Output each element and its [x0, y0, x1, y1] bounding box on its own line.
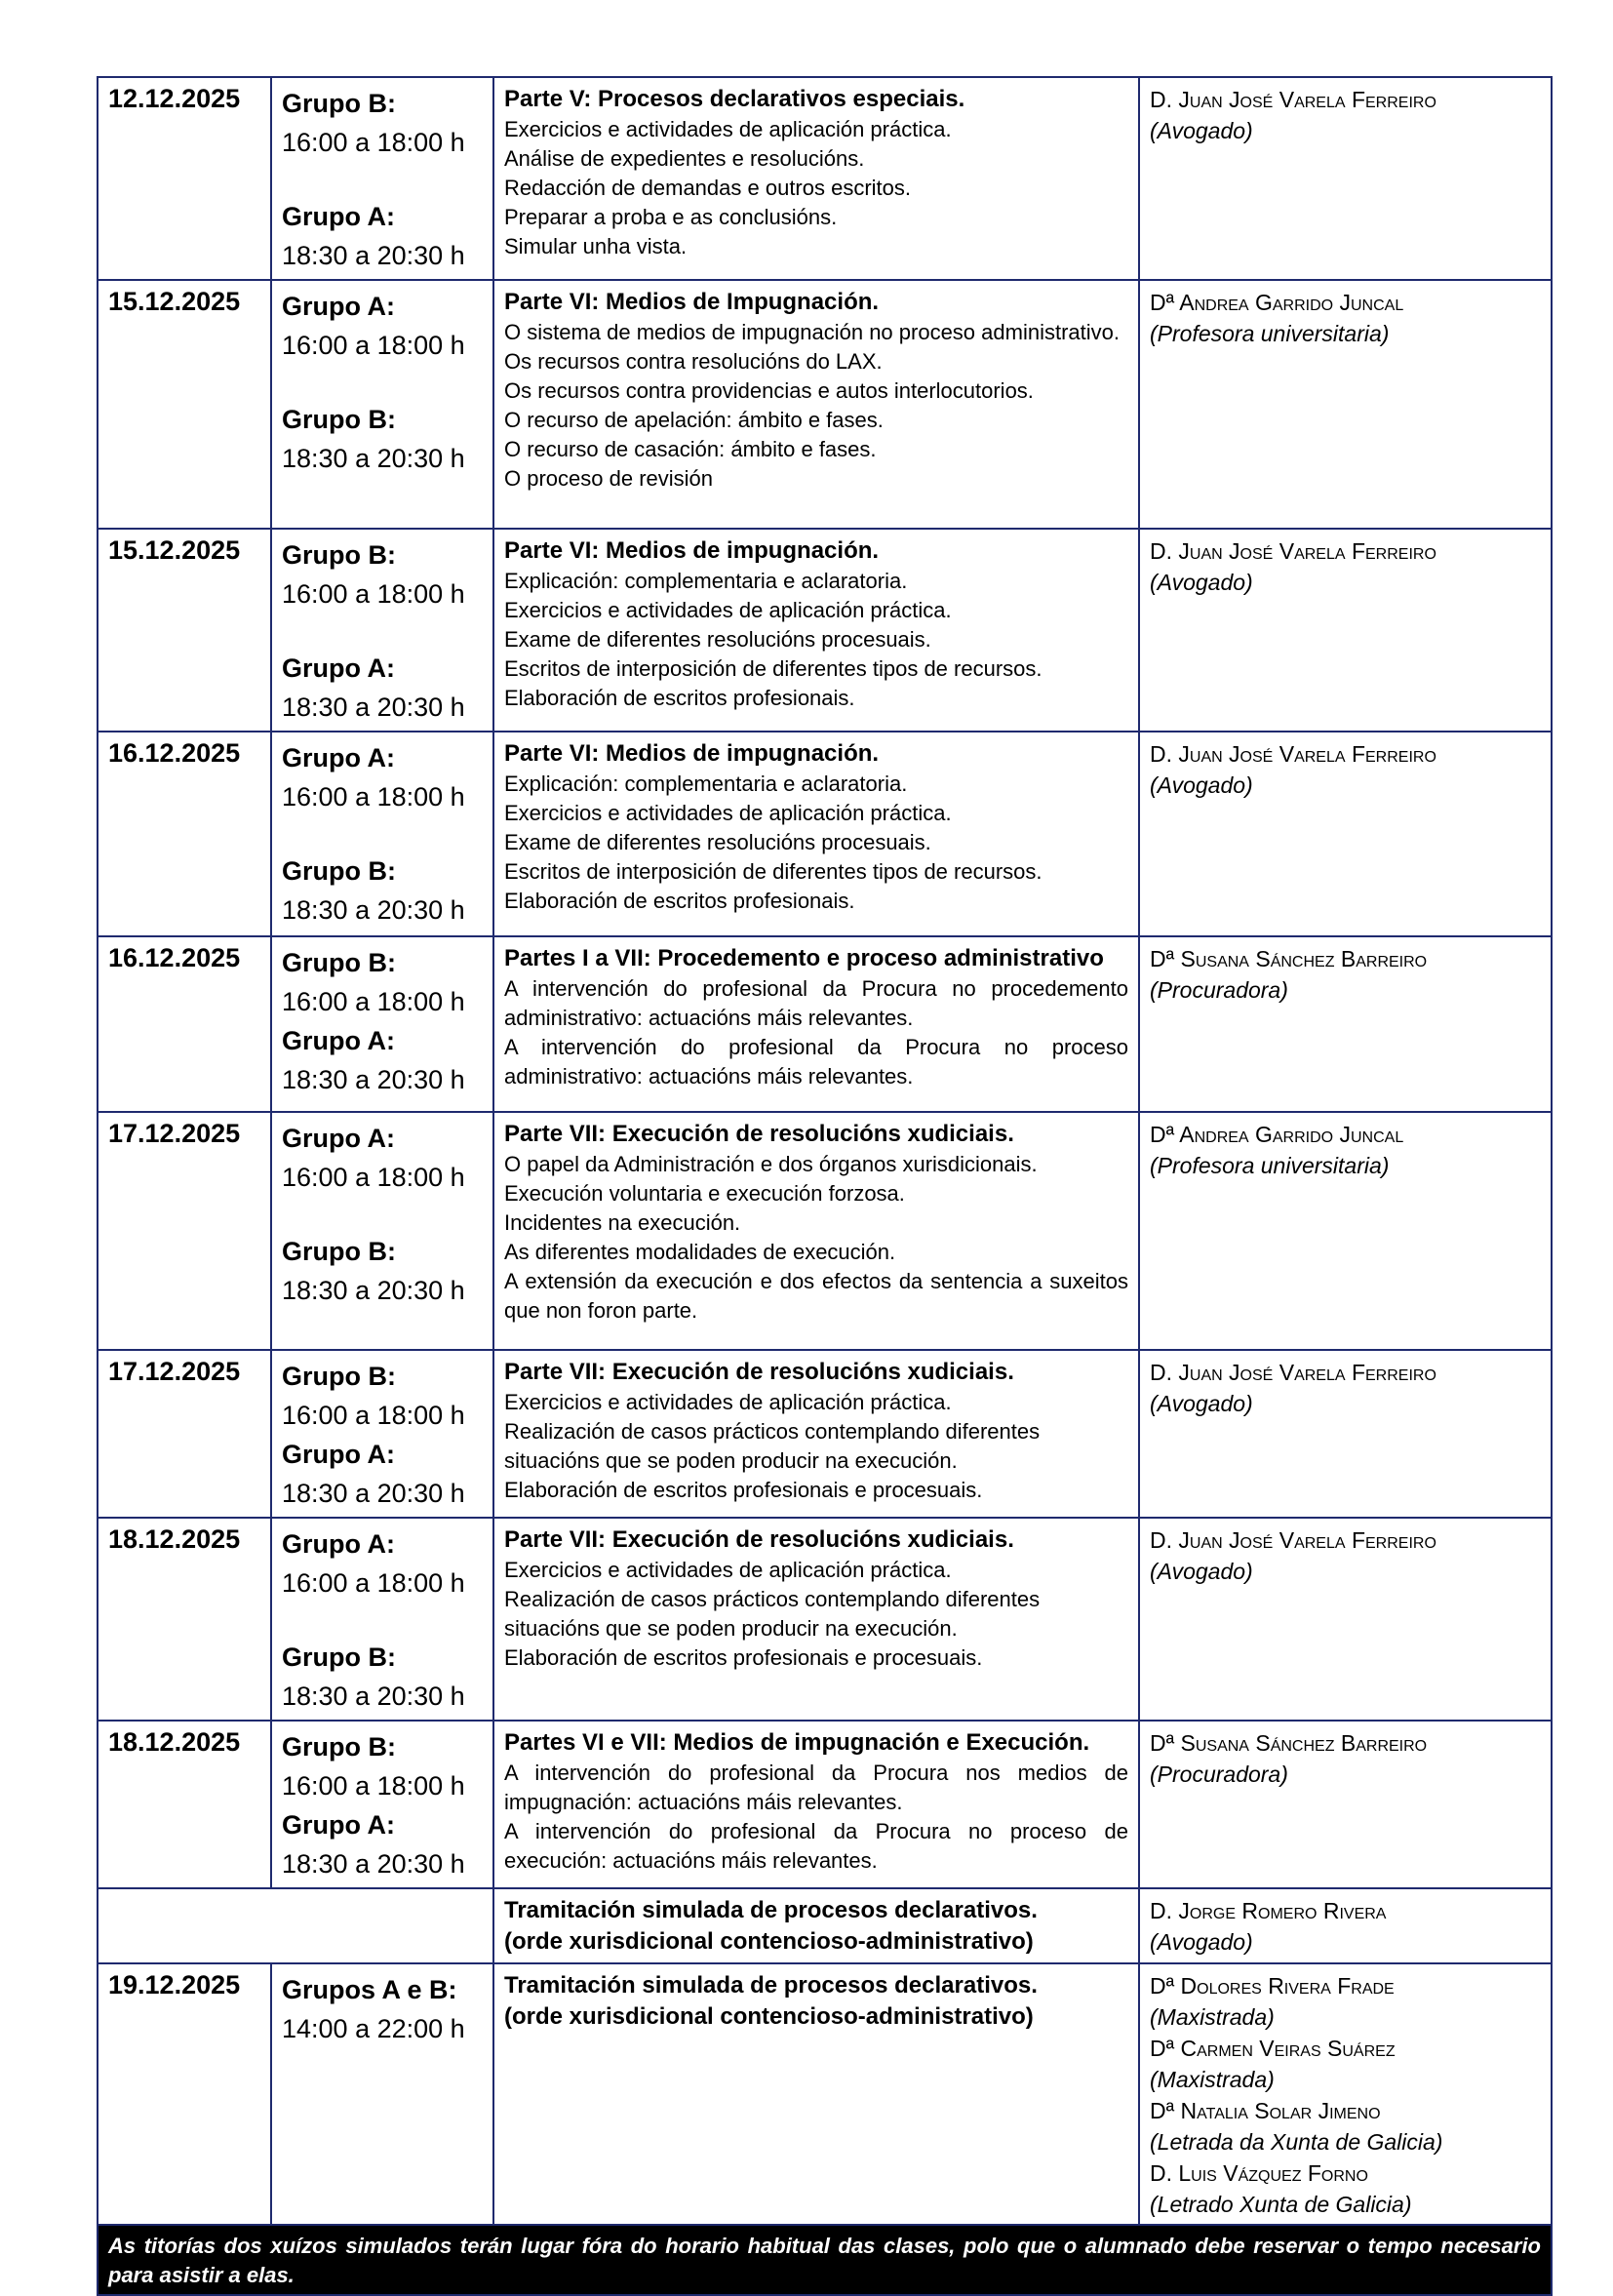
session-topic: Exercicios e actividades de aplicación práctica.	[504, 1558, 952, 1582]
teacher-role: (Procuradora)	[1150, 977, 1288, 1003]
group-label-text: Grupo A:	[282, 1440, 395, 1469]
session-topic: O proceso de revisión	[504, 466, 713, 491]
session-content	[493, 1518, 1139, 1721]
session-topic: O recurso de apelación: ámbito e fases.	[504, 408, 884, 432]
teacher-cell	[1139, 77, 1552, 280]
group-spacer	[282, 162, 483, 197]
group-spacer	[282, 1197, 483, 1232]
group-schedule	[271, 1721, 493, 1888]
session-content	[493, 529, 1139, 732]
session-topic: Elaboración de escritos profesionais e procesuais.	[504, 1645, 983, 1670]
group-label	[282, 1638, 483, 1677]
table-row	[98, 1350, 1552, 1518]
session-topic: Os recursos contra resolucións do LAX.	[504, 349, 883, 374]
group-spacer	[282, 365, 483, 400]
group-label	[282, 535, 483, 574]
table-row	[98, 1721, 1552, 1888]
group-label-text: Grupo B:	[282, 89, 396, 118]
group-label	[282, 197, 483, 236]
group-schedule	[271, 1350, 493, 1518]
group-label-text: Grupo A:	[282, 743, 395, 772]
group-label	[282, 84, 483, 123]
teacher-name: D. Juan José Varela Ferreiro	[1150, 741, 1436, 767]
session-title: Parte VI: Medios de impugnación.	[504, 740, 880, 767]
session-topic: Elaboración de escritos profesionais.	[504, 889, 855, 913]
group-time: 18:30 a 20:30 h	[282, 693, 465, 722]
table-row	[98, 1963, 1552, 2225]
group-schedule	[271, 1518, 493, 1721]
session-title: Parte VII: Execución de resolucións xudiciais.	[504, 1359, 1014, 1385]
group-label-text: Grupo B:	[282, 405, 396, 434]
group-time: 16:00 a 18:00 h	[282, 1771, 465, 1801]
session-content	[493, 77, 1139, 280]
session-topic: Incidentes na execución.	[504, 1210, 741, 1235]
session-topic: Preparar a proba e as conclusións.	[504, 205, 838, 229]
session-content	[493, 1963, 1139, 2225]
group-label	[282, 1435, 483, 1474]
session-title: Parte V: Procesos declarativos especiais.	[504, 86, 965, 112]
empty-date-cell	[98, 1888, 493, 1963]
session-topic: Exercicios e actividades de aplicación práctica.	[504, 117, 952, 141]
table-row	[98, 1888, 1552, 1963]
teacher-name: D. Juan José Varela Ferreiro	[1150, 538, 1436, 564]
teacher-cell	[1139, 1888, 1552, 1963]
teacher-role: (Maxistrada)	[1150, 2004, 1275, 2030]
group-label-text: Grupo B:	[282, 948, 396, 977]
group-label	[282, 1805, 483, 1844]
session-content	[493, 936, 1139, 1112]
group-label	[282, 649, 483, 688]
table-row	[98, 732, 1552, 936]
teacher-cell	[1139, 1721, 1552, 1888]
session-title: Partes I a VII: Procedemento e proceso administrativo	[504, 945, 1104, 971]
teacher-role: (Avogado)	[1150, 570, 1253, 595]
group-schedule	[271, 280, 493, 529]
teacher-name: Dª Andrea Garrido Juncal	[1150, 1122, 1404, 1147]
session-title: Parte VII: Execución de resolucións xudiciais.	[504, 1121, 1014, 1147]
session-topic: Exercicios e actividades de aplicación práctica.	[504, 598, 952, 622]
group-time: 16:00 a 18:00 h	[282, 128, 465, 157]
teacher-role: (Avogado)	[1150, 1391, 1253, 1416]
teacher-role: (Procuradora)	[1150, 1762, 1288, 1787]
group-time: 18:30 a 20:30 h	[282, 895, 465, 925]
teacher-name: D. Jorge Romero Rivera	[1150, 1898, 1387, 1923]
session-topic: A extensión da execución e dos efectos da sentencia a suxeitos que non foron parte.	[504, 1269, 1128, 1323]
session-topic: Explicación: complementaria e aclaratoria.	[504, 772, 908, 796]
session-date: 16.12.2025	[98, 732, 271, 936]
group-schedule	[271, 732, 493, 936]
session-content	[493, 1888, 1139, 1963]
group-label-text: Grupo A:	[282, 1810, 395, 1840]
session-topic: Redacción de demandas e outros escritos.	[504, 176, 912, 200]
group-time: 16:00 a 18:00 h	[282, 782, 465, 812]
group-time: 18:30 a 20:30 h	[282, 241, 465, 270]
teacher-name: Dª Susana Sánchez Barreiro	[1150, 1730, 1428, 1756]
group-label	[282, 738, 483, 777]
teacher-cell	[1139, 1963, 1552, 2225]
group-time: 18:30 a 20:30 h	[282, 1682, 465, 1711]
group-label-text: Grupo A:	[282, 1026, 395, 1055]
session-date: 17.12.2025	[98, 1350, 271, 1518]
session-date: 15.12.2025	[98, 529, 271, 732]
group-spacer	[282, 614, 483, 649]
group-label	[282, 1524, 483, 1564]
session-topic: As diferentes modalidades de execución.	[504, 1240, 896, 1264]
session-date: 12.12.2025	[98, 77, 271, 280]
group-label-text: Grupo A:	[282, 202, 395, 231]
group-schedule	[271, 1963, 493, 2225]
group-label-text: Grupo A:	[282, 1529, 395, 1559]
table-row	[98, 936, 1552, 1112]
group-label	[282, 1727, 483, 1766]
session-topic: Exame de diferentes resolucións procesuais.	[504, 830, 931, 854]
teacher-cell	[1139, 529, 1552, 732]
group-time: 16:00 a 18:00 h	[282, 1163, 465, 1192]
group-label-text: Grupos A e B:	[282, 1975, 457, 2004]
footer-note: As titorías dos xuízos simulados terán lugar fóra do horario habitual das clases, polo que o alumnado debe reservar o tempo necesario para asistir a elas.	[98, 2225, 1552, 2295]
table-row	[98, 529, 1552, 732]
group-label	[282, 1970, 483, 2009]
session-topic: Realización de casos prácticos contemplando diferentes situacións que se poden producir na execución.	[504, 1587, 1041, 1641]
teacher-role: (Profesora universitaria)	[1150, 1153, 1390, 1178]
session-topic: O sistema de medios de impugnación no proceso administrativo.	[504, 320, 1120, 344]
teacher-role: (Profesora universitaria)	[1150, 321, 1390, 346]
group-label	[282, 287, 483, 326]
session-date: 18.12.2025	[98, 1518, 271, 1721]
group-time: 18:30 a 20:30 h	[282, 1849, 465, 1879]
session-title: Tramitación simulada de procesos declarativos.	[504, 1972, 1038, 1999]
teacher-cell	[1139, 936, 1552, 1112]
session-subtitle: (orde xurisdicional contencioso-administrativo)	[504, 1928, 1034, 1955]
session-title: Parte VI: Medios de impugnación.	[504, 537, 880, 564]
session-date: 19.12.2025	[98, 1963, 271, 2225]
session-topic: Elaboración de escritos profesionais e procesuais.	[504, 1478, 983, 1502]
session-content	[493, 280, 1139, 529]
teacher-name: D. Luis Vázquez Forno	[1150, 2160, 1368, 2186]
session-title: Tramitación simulada de procesos declarativos.	[504, 1897, 1038, 1923]
session-topic: O recurso de casación: ámbito e fases.	[504, 437, 877, 461]
group-label-text: Grupo A:	[282, 653, 395, 683]
teacher-role: (Letrada da Xunta de Galicia)	[1150, 2129, 1443, 2155]
session-topic: A intervención do profesional da Procura nos medios de impugnación: actuacións máis relevantes.	[504, 1761, 1128, 1814]
group-label-text: Grupo B:	[282, 1362, 396, 1391]
table-row	[98, 280, 1552, 529]
teacher-name: Dª Natalia Solar Jimeno	[1150, 2098, 1381, 2123]
teacher-name: Dª Carmen Veiras Suárez	[1150, 2036, 1396, 2061]
group-time: 16:00 a 18:00 h	[282, 579, 465, 609]
session-topic: Execución voluntaria e execución forzosa.	[504, 1181, 905, 1206]
session-date: 18.12.2025	[98, 1721, 271, 1888]
session-topic: A intervención do profesional da Procura no proceso de execución: actuacións máis relevantes.	[504, 1819, 1128, 1873]
group-time: 16:00 a 18:00 h	[282, 1568, 465, 1598]
group-label-text: Grupo A:	[282, 292, 395, 321]
schedule-table	[97, 76, 1553, 2296]
session-content	[493, 732, 1139, 936]
group-label	[282, 1021, 483, 1060]
group-label-text: Grupo B:	[282, 856, 396, 886]
group-schedule	[271, 77, 493, 280]
teacher-role: (Avogado)	[1150, 1559, 1253, 1584]
teacher-name: Dª Andrea Garrido Juncal	[1150, 290, 1404, 315]
session-content	[493, 1350, 1139, 1518]
teacher-role: (Avogado)	[1150, 1929, 1253, 1955]
teacher-role: (Letrado Xunta de Galicia)	[1150, 2192, 1412, 2217]
session-subtitle: (orde xurisdicional contencioso-administrativo)	[504, 2003, 1034, 2030]
session-title: Partes VI e VII: Medios de impugnación e Execución.	[504, 1729, 1090, 1756]
session-topic: A intervención do profesional da Procura no proceso administrativo: actuacións máis relevantes.	[504, 1035, 1128, 1089]
group-label	[282, 1232, 483, 1271]
teacher-name: D. Juan José Varela Ferreiro	[1150, 87, 1436, 112]
session-topic: Exame de diferentes resolucións procesuais.	[504, 627, 931, 652]
table-row	[98, 1112, 1552, 1350]
session-topic: Exercicios e actividades de aplicación práctica.	[504, 801, 952, 825]
group-time: 18:30 a 20:30 h	[282, 1276, 465, 1305]
teacher-name: D. Juan José Varela Ferreiro	[1150, 1360, 1436, 1385]
group-label-text: Grupo B:	[282, 1237, 396, 1266]
group-label-text: Grupo A:	[282, 1124, 395, 1153]
session-topic: Realización de casos prácticos contemplando diferentes situacións que se poden producir na execución.	[504, 1419, 1041, 1473]
group-label-text: Grupo B:	[282, 540, 396, 570]
session-title: Parte VII: Execución de resolucións xudiciais.	[504, 1526, 1014, 1553]
group-time: 16:00 a 18:00 h	[282, 331, 465, 360]
session-topic: Elaboración de escritos profesionais.	[504, 686, 855, 710]
group-label	[282, 851, 483, 891]
group-label	[282, 1357, 483, 1396]
session-topic: Exercicios e actividades de aplicación práctica.	[504, 1390, 952, 1414]
group-time: 14:00 a 22:00 h	[282, 2014, 465, 2043]
group-time: 16:00 a 18:00 h	[282, 987, 465, 1016]
group-time: 18:30 a 20:30 h	[282, 1479, 465, 1508]
teacher-name: Dª Dolores Rivera Frade	[1150, 1973, 1395, 1999]
group-spacer	[282, 1603, 483, 1638]
group-label	[282, 400, 483, 439]
session-topic: Simular unha vista.	[504, 234, 688, 258]
session-content	[493, 1112, 1139, 1350]
group-spacer	[282, 816, 483, 851]
group-label	[282, 1119, 483, 1158]
session-topic: Escritos de interposición de diferentes tipos de recursos.	[504, 656, 1043, 681]
session-content	[493, 1721, 1139, 1888]
teacher-role: (Avogado)	[1150, 118, 1253, 143]
teacher-role: (Maxistrada)	[1150, 2067, 1275, 2092]
table-row	[98, 1518, 1552, 1721]
group-label	[282, 943, 483, 982]
session-date: 16.12.2025	[98, 936, 271, 1112]
teacher-cell	[1139, 280, 1552, 529]
group-time: 18:30 a 20:30 h	[282, 1065, 465, 1094]
session-title: Parte VI: Medios de Impugnación.	[504, 289, 880, 315]
teacher-name: Dª Susana Sánchez Barreiro	[1150, 946, 1428, 971]
note-row	[98, 2225, 1552, 2295]
teacher-name: D. Juan José Varela Ferreiro	[1150, 1527, 1436, 1553]
group-schedule	[271, 936, 493, 1112]
group-label-text: Grupo B:	[282, 1732, 396, 1762]
session-topic: Os recursos contra providencias e autos interlocutorios.	[504, 378, 1034, 403]
session-topic: Escritos de interposición de diferentes tipos de recursos.	[504, 859, 1043, 884]
teacher-cell	[1139, 1112, 1552, 1350]
session-topic: O papel da Administración e dos órganos xurisdicionais.	[504, 1152, 1038, 1176]
group-label-text: Grupo B:	[282, 1643, 396, 1672]
teacher-role: (Avogado)	[1150, 772, 1253, 798]
teacher-cell	[1139, 1350, 1552, 1518]
session-topic: Explicación: complementaria e aclaratoria.	[504, 569, 908, 593]
teacher-cell	[1139, 732, 1552, 936]
table-row	[98, 77, 1552, 280]
session-date: 17.12.2025	[98, 1112, 271, 1350]
session-topic: A intervención do profesional da Procura no procedemento administrativo: actuacións máis relevantes.	[504, 976, 1128, 1030]
group-time: 16:00 a 18:00 h	[282, 1401, 465, 1430]
session-date: 15.12.2025	[98, 280, 271, 529]
group-time: 18:30 a 20:30 h	[282, 444, 465, 473]
session-topic: Análise de expedientes e resolucións.	[504, 146, 865, 171]
teacher-cell	[1139, 1518, 1552, 1721]
group-schedule	[271, 529, 493, 732]
group-schedule	[271, 1112, 493, 1350]
